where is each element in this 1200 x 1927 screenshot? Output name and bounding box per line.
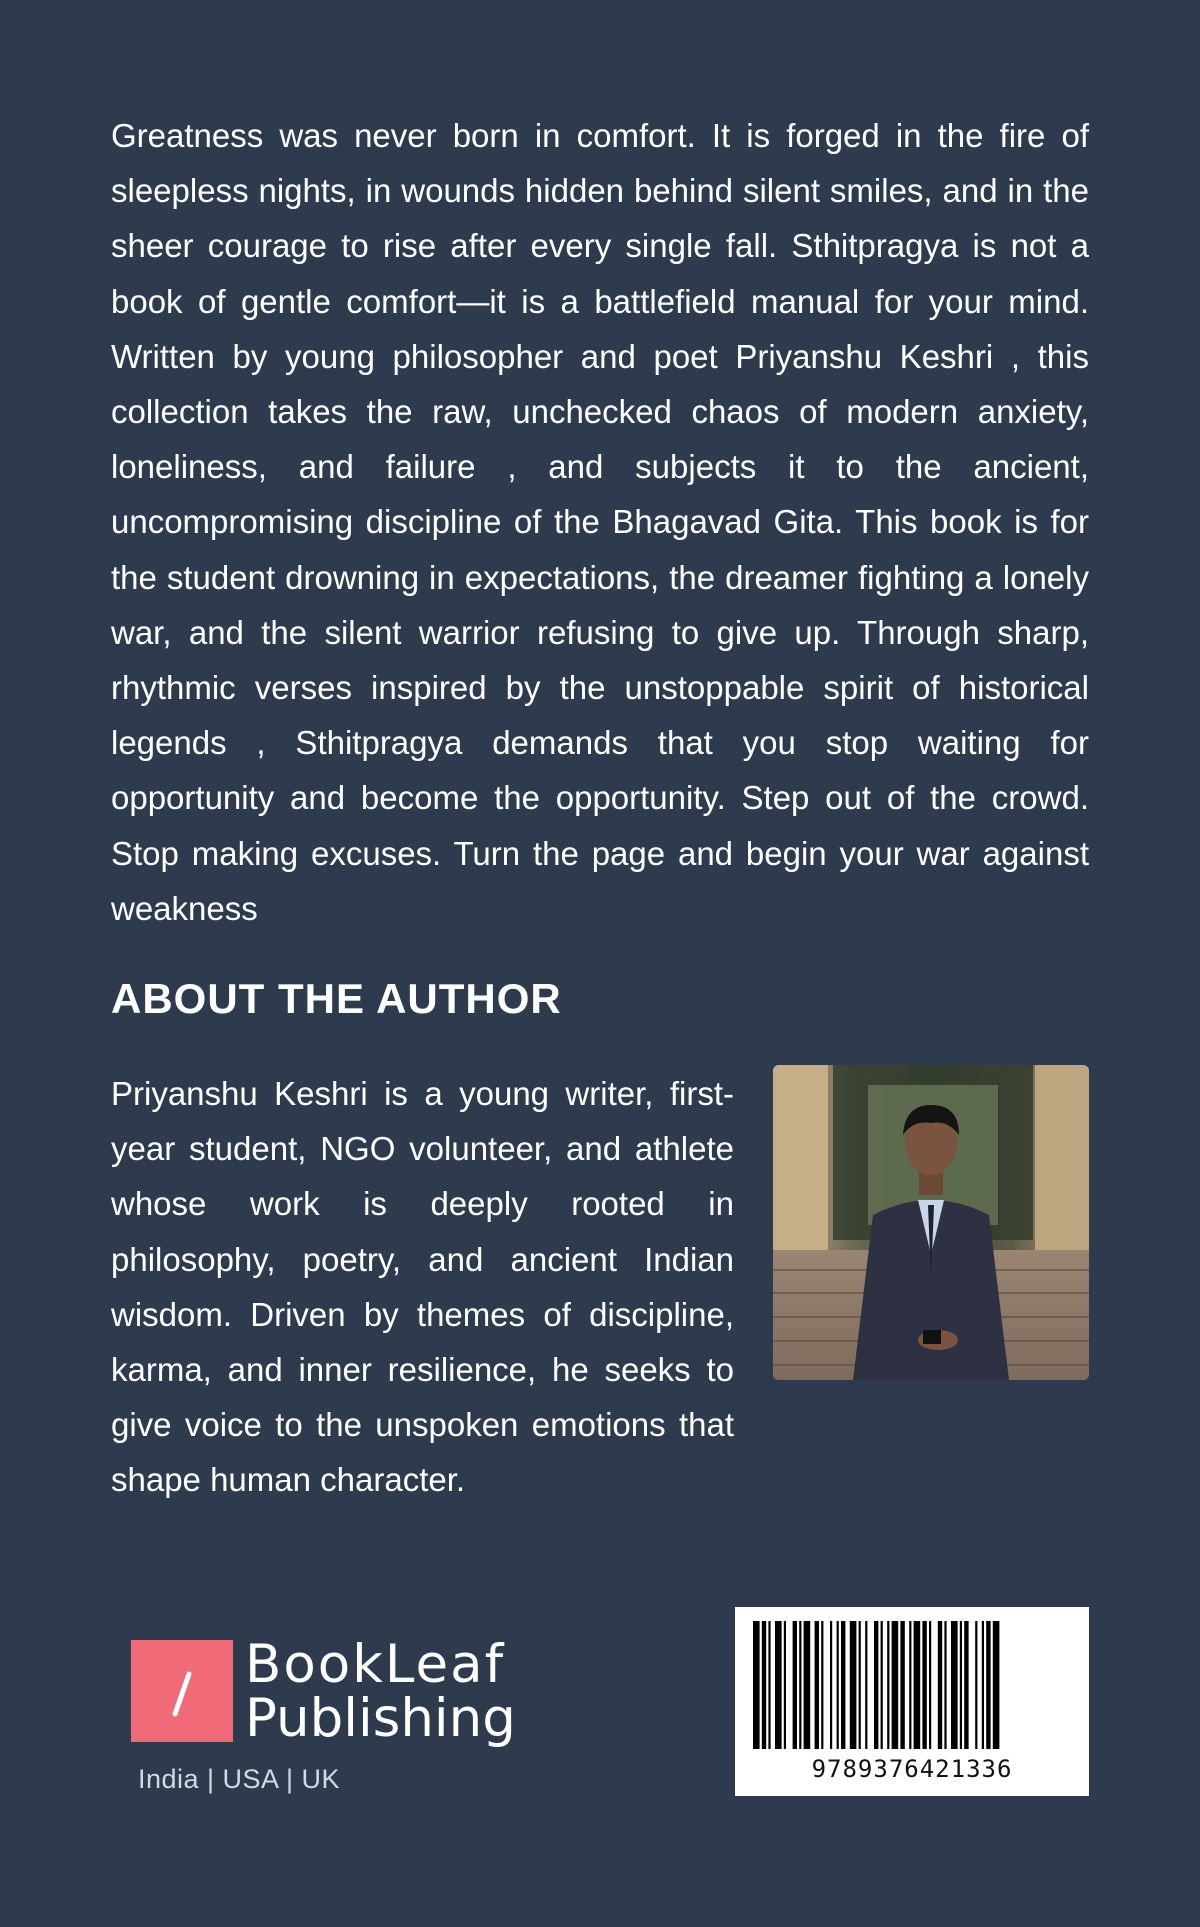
barcode-bar xyxy=(964,1621,968,1749)
author-bio: Priyanshu Keshri is a young writer, first-year student, NGO volunteer, and athlete whose work is deeply rooted in philosophy, poetry, and ancient Indian wisdom. Driven by themes of discipline, karma, and inner resilience, he seeks to give voice to the unspoken emotions that shape human character. xyxy=(111,1075,734,1499)
barcode-bar xyxy=(982,1621,984,1749)
barcode-bar xyxy=(900,1621,904,1749)
barcode-bar xyxy=(951,1621,958,1749)
barcode-bar xyxy=(929,1621,931,1749)
barcode-bar xyxy=(753,1621,760,1749)
bookleaf-slash-icon xyxy=(131,1640,233,1742)
book-blurb: Greatness was never born in comfort. It is forged in the fire of sleepless nights, in wounds hidden behind silent smiles, and in the sheer courage to rise after every single fall. Sthitpragya is not a book of gentle comfort—it is a battlefield manual for your mind. Written by young philosopher and poet Priyanshu Keshri , this collection takes the raw, unchecked chaos of modern anxiety, loneliness, and failure , and subjects it to the ancient, uncompromising discipline of the Bhagavad Gita. This book is for the student drowning in expectations, the dreamer fighting a lonely war, and the silent warrior refusing to give up. Through sharp, rhythmic verses inspired by the unstoppable spirit of historical legends , Sthitpragya demands that you stop waiting for opportunity and become the opportunity. Step out of the crowd. Stop making excuses. Turn the page and begin your war against weakness xyxy=(111,117,1089,927)
barcode-bar xyxy=(909,1621,911,1749)
barcode-bar xyxy=(775,1621,782,1749)
publisher-name-line2: Publishing xyxy=(245,1688,516,1749)
barcode-bar xyxy=(793,1621,797,1749)
barcode-bar xyxy=(975,1621,977,1749)
barcode-bar xyxy=(874,1621,878,1749)
barcode-bar xyxy=(944,1621,946,1749)
barcode-bar xyxy=(887,1621,889,1749)
isbn-number: 9789376421336 xyxy=(811,1755,1013,1783)
barcode-bar xyxy=(865,1621,867,1749)
publisher-locations: India | USA | UK xyxy=(137,1764,341,1794)
barcode-bar xyxy=(922,1621,926,1749)
barcode-bar xyxy=(768,1621,770,1749)
barcode-bar xyxy=(799,1621,801,1749)
barcode-bar xyxy=(815,1621,819,1749)
barcode-bar xyxy=(914,1621,921,1749)
barcode-bar xyxy=(892,1621,899,1749)
barcode-bar xyxy=(881,1621,883,1749)
barcode-bar xyxy=(850,1621,857,1749)
publisher-name-line1: BookLeaf xyxy=(245,1634,506,1695)
barcode-bar xyxy=(841,1621,845,1749)
publisher-logo xyxy=(131,1634,531,1774)
barcode-bar xyxy=(938,1621,942,1749)
barcode-bar xyxy=(993,1621,1000,1749)
barcode-bar xyxy=(859,1621,861,1749)
barcode-bar xyxy=(784,1621,786,1749)
author-photo xyxy=(773,1065,1089,1380)
barcode-bar xyxy=(837,1621,839,1749)
barcode-bar xyxy=(762,1621,766,1749)
barcode-bar xyxy=(960,1621,962,1749)
barcode-bar xyxy=(986,1621,990,1749)
barcode-bar xyxy=(804,1621,811,1749)
about-author-heading: ABOUT THE AUTHOR xyxy=(111,975,562,1022)
barcode-bar xyxy=(830,1621,832,1749)
barcode-bar xyxy=(821,1621,823,1749)
isbn-barcode xyxy=(735,1607,1089,1796)
